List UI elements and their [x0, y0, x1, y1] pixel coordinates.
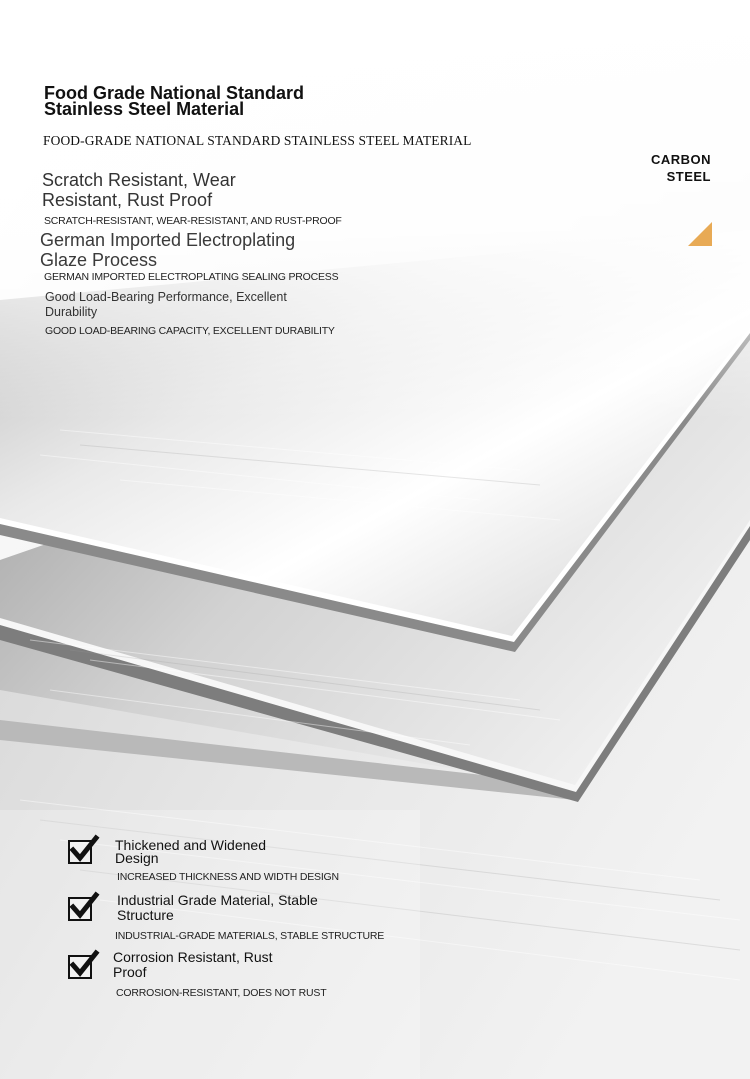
feature-scratch-resistant-caption: SCRATCH-RESISTANT, WEAR-RESISTANT, AND RUST-PROOF: [44, 215, 342, 227]
checklist-title-line1: Industrial Grade Material, Stable: [117, 892, 318, 908]
check-box-icon: [68, 955, 92, 979]
feature-electroplating-title: [40, 230, 295, 270]
feature-title-line1: German Imported Electroplating: [40, 230, 296, 250]
feature-title-line2: Durability: [45, 305, 98, 319]
feature-title-line1: Scratch Resistant, Wear: [42, 170, 236, 190]
checklist-title-line1: Thickened and Widened: [115, 837, 266, 853]
feature-title-line1: Good Load-Bearing Performance, Excellent: [45, 290, 287, 304]
checklist-title-line2: Structure: [117, 907, 174, 923]
checklist-thickened-title: [115, 839, 266, 865]
feature-title-line2: Resistant, Rust Proof: [42, 190, 213, 210]
checklist-title-line2: Proof: [113, 964, 147, 980]
page-title-line1: Food Grade National Standard: [44, 83, 305, 103]
check-box-icon: [68, 897, 92, 921]
checklist-title-line1: Corrosion Resistant, Rust: [113, 949, 273, 965]
feature-scratch-resistant-title: [42, 170, 236, 210]
badge-line1: CARBON: [650, 152, 711, 167]
checklist-industrial-title: [117, 893, 318, 923]
checklist-thickened-caption: INCREASED THICKNESS AND WIDTH DESIGN: [117, 871, 339, 883]
page-title: [44, 85, 304, 117]
feature-electroplating-caption: GERMAN IMPORTED ELECTROPLATING SEALING PROCESS: [44, 271, 339, 283]
feature-load-bearing-caption: GOOD LOAD-BEARING CAPACITY, EXCELLENT DURABILITY: [45, 325, 335, 337]
page-title-line2: Stainless Steel Material: [44, 99, 245, 119]
checklist-corrosion-caption: CORROSION-RESISTANT, DOES NOT RUST: [116, 987, 327, 999]
page-subtitle: FOOD-GRADE NATIONAL STANDARD STAINLESS STEEL MATERIAL: [43, 133, 472, 148]
feature-title-line2: Glaze Process: [40, 250, 158, 270]
feature-load-bearing-title: [45, 290, 287, 320]
checklist-corrosion-title: [113, 950, 273, 980]
check-box-icon: [68, 840, 92, 864]
checklist-industrial-caption: INDUSTRIAL-GRADE MATERIALS, STABLE STRUCTURE: [115, 930, 385, 942]
checklist-title-line2: Design: [115, 850, 159, 866]
corner-triangle-icon: [688, 222, 712, 246]
badge-line2: STEEL: [666, 169, 711, 184]
carbon-steel-badge: [610, 151, 711, 185]
